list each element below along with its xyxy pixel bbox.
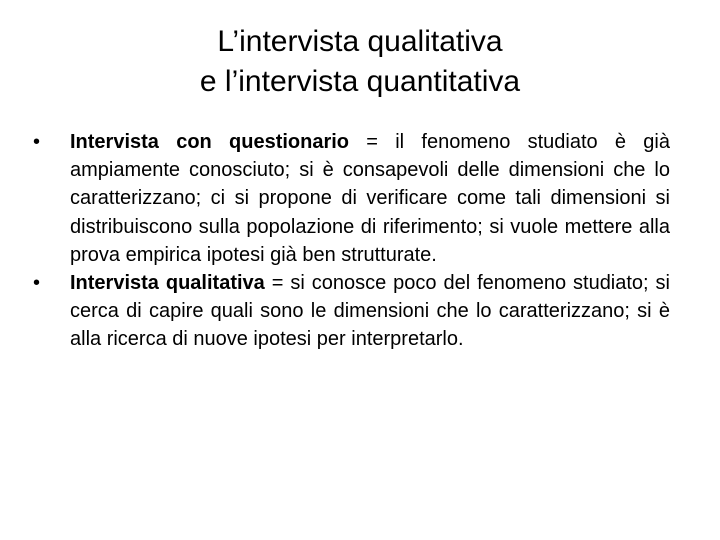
- bullet-dot-icon: •: [33, 272, 41, 295]
- bullet-item-questionario: [30, 128, 670, 269]
- bullet-text: [70, 272, 670, 350]
- bullet-term: Intervista qualitativa: [70, 272, 265, 295]
- bullet-item-qualitativa: [30, 269, 670, 354]
- title-line-2: e l’intervista quantitativa: [199, 65, 521, 98]
- bullet-dot-icon: •: [33, 131, 41, 153]
- bullet-list: [30, 128, 670, 354]
- title-line-1: L’intervista qualitativa: [217, 25, 503, 58]
- bullet-description: = il fenomeno studiato è già ampiamente conosciuto; si è consapevoli delle dimensioni che lo caratterizzano; ci si propone di verificare come tali dimensioni si distribuiscono sulla popolazione di riferimento; si vuole mettere alla prova empirica ipotesi già ben strutturate.: [70, 131, 670, 266]
- bullet-description: = si conosce poco del fenomeno studiato; si cerca di capire quali sono le dimensioni che lo caratterizzano; si è alla ricerca di nuove ipotesi per interpretarlo.: [70, 272, 670, 351]
- slide-title: [40, 22, 680, 102]
- bullet-term: Intervista con questionario: [70, 131, 350, 153]
- bullet-text: [70, 131, 670, 266]
